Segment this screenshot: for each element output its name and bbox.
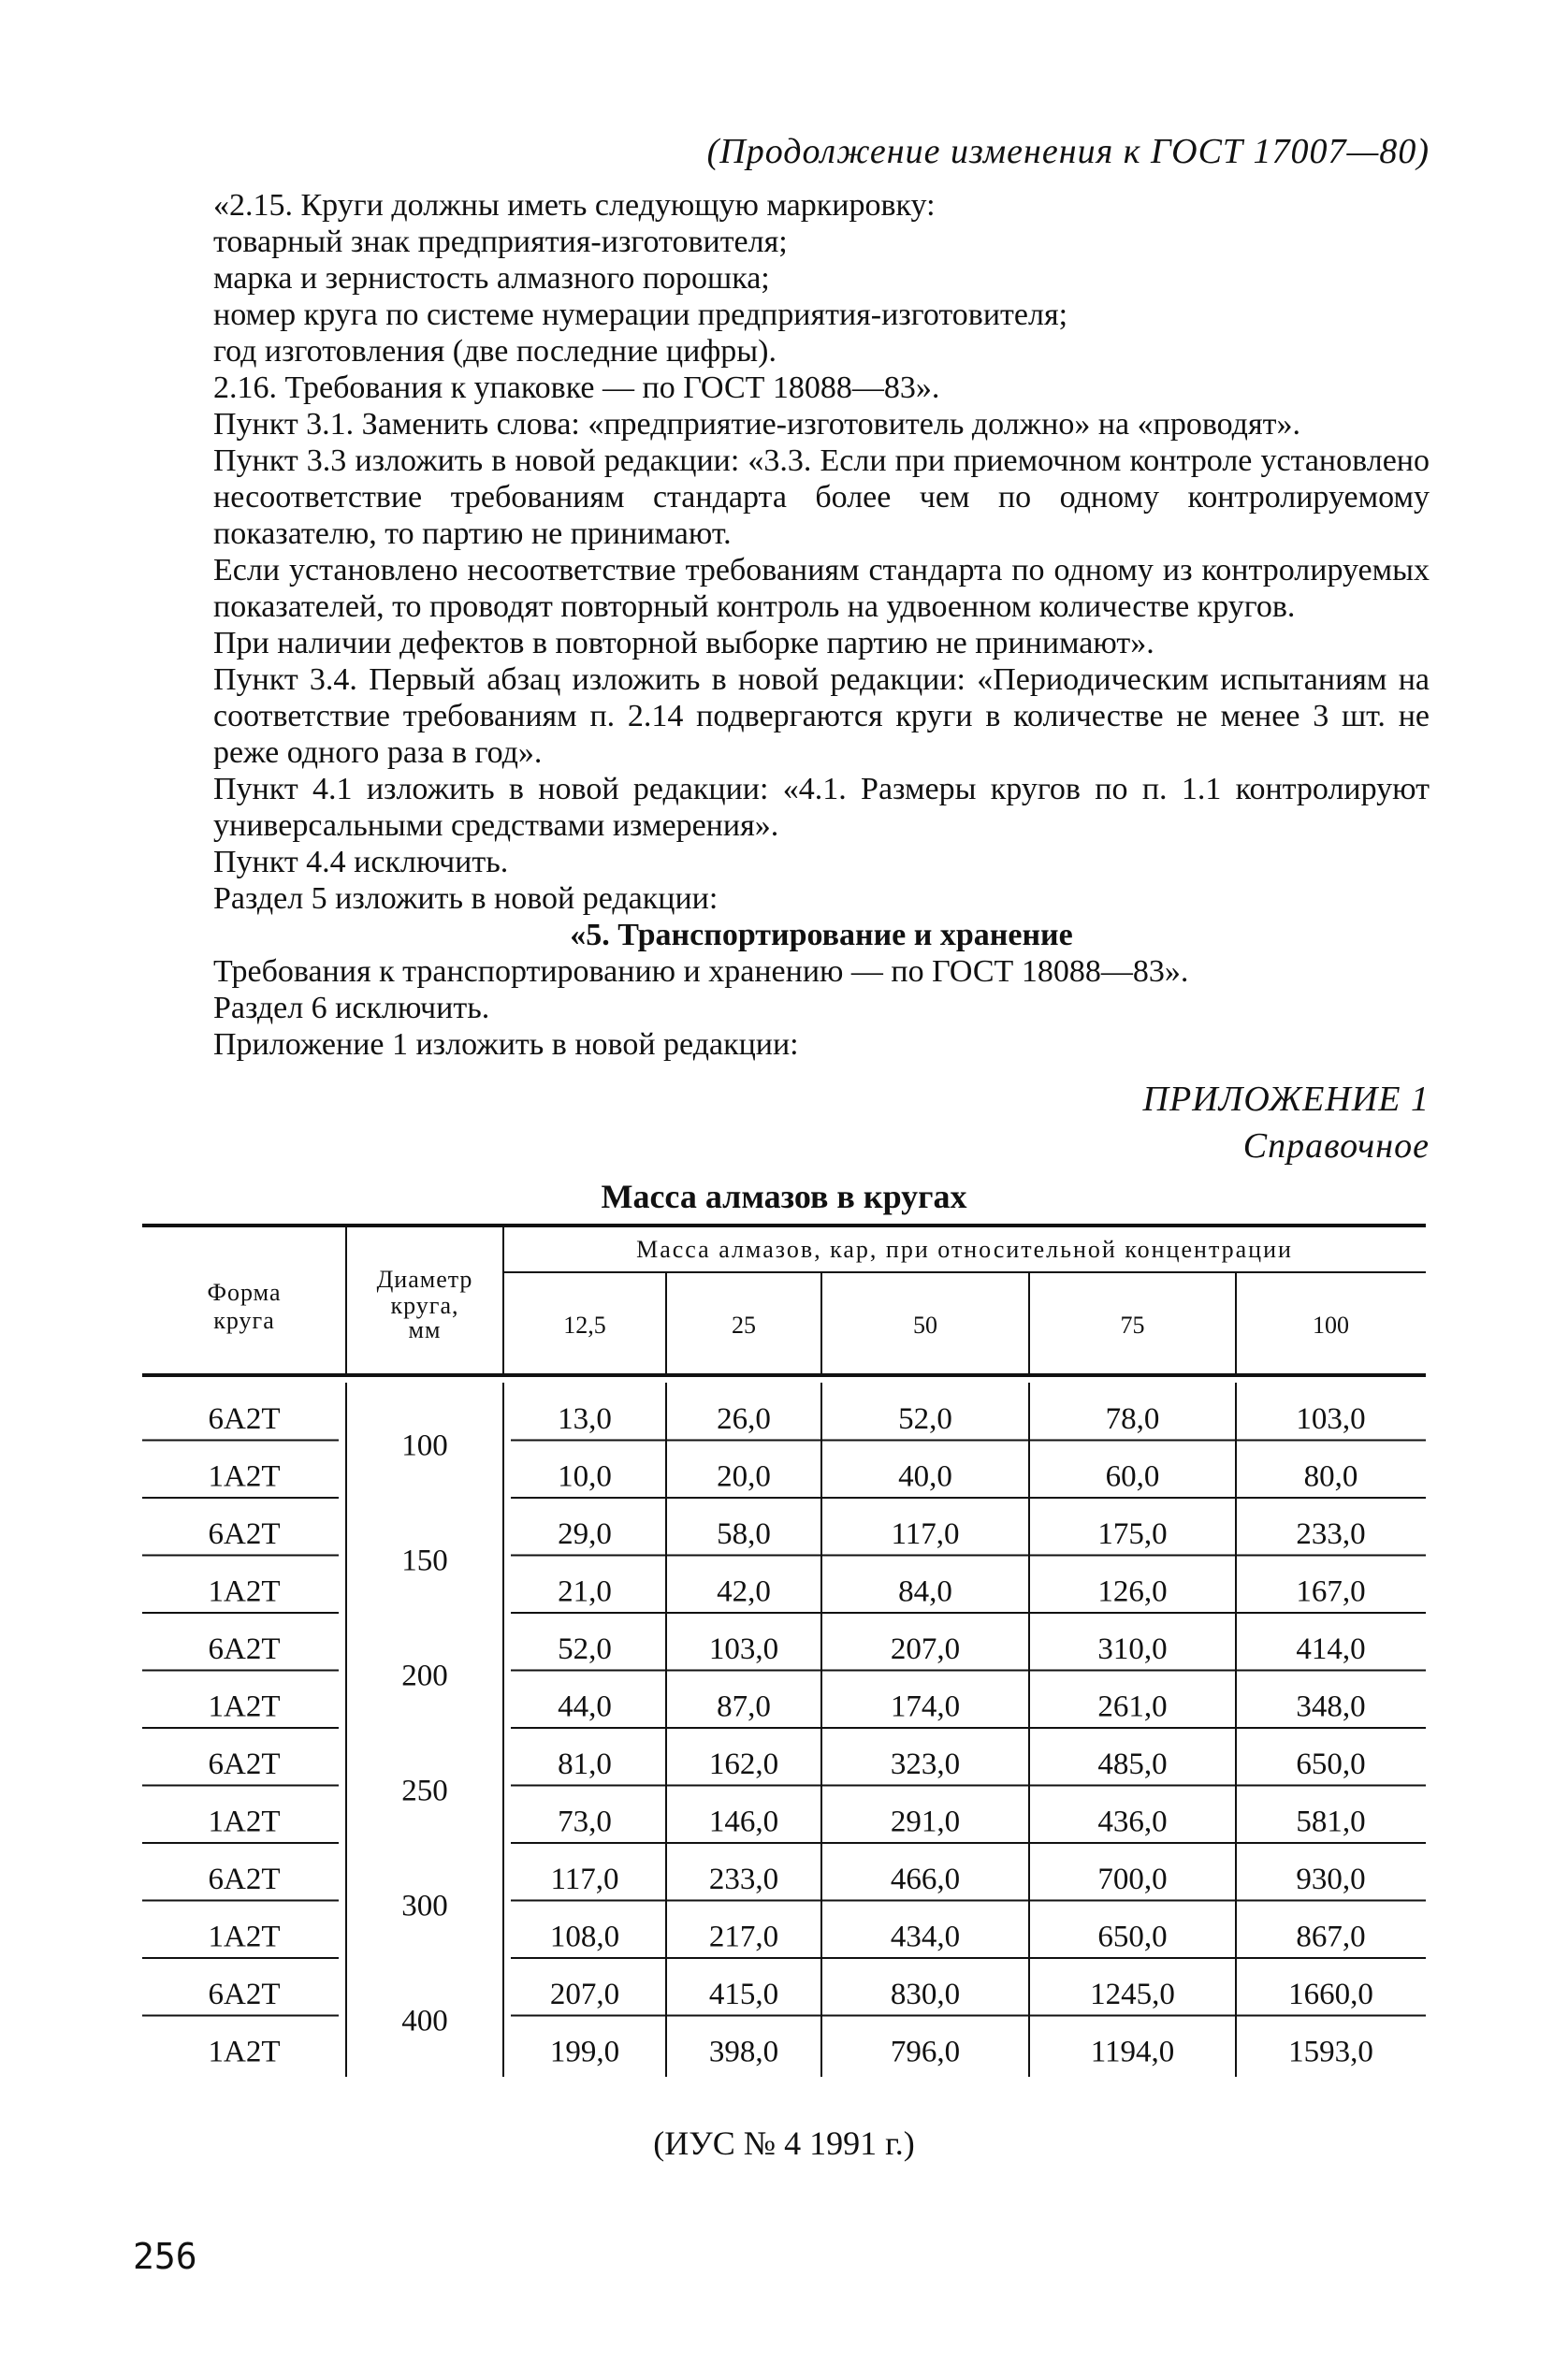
table-grid — [142, 1216, 1426, 2096]
row-value: 78,0 — [1105, 1402, 1160, 1436]
paragraph: 2.16. Требования к упаковке — по ГОСТ 18088—83». — [213, 370, 940, 405]
appendix-title: ПРИЛОЖЕНИЕ 1 — [1142, 1080, 1430, 1119]
row-value: 233,0 — [708, 1863, 779, 1896]
row-value: 415,0 — [708, 1978, 779, 2011]
row-value: 175,0 — [1097, 1517, 1168, 1551]
row-value: 174,0 — [890, 1690, 961, 1724]
row-form: 1A2T — [208, 2035, 281, 2069]
header-form: круга — [213, 1307, 275, 1334]
footer-note: (ИУС № 4 1991 г.) — [653, 2125, 915, 2162]
row-value: 207,0 — [890, 1632, 961, 1666]
row-value: 323,0 — [890, 1748, 961, 1781]
row-value: 291,0 — [890, 1805, 961, 1839]
header-diameter: Диаметр — [376, 1266, 473, 1293]
row-form: 6A2T — [208, 1517, 281, 1551]
row-value: 310,0 — [1097, 1632, 1168, 1666]
row-form: 6A2T — [208, 1863, 281, 1896]
row-value: 466,0 — [890, 1863, 961, 1896]
row-value: 103,0 — [708, 1632, 779, 1666]
row-value: 10,0 — [558, 1459, 612, 1494]
header-concentration: 12,5 — [563, 1312, 606, 1339]
row-value: 13,0 — [558, 1402, 612, 1436]
row-value: 930,0 — [1296, 1863, 1366, 1896]
row-diameter: 150 — [401, 1544, 448, 1578]
paragraph: Пункт 4.1 изложить в новой редакции: «4.1. Размеры кругов по п. 1.1 контролируют универсальными средствами измерения». — [213, 772, 1430, 843]
paragraph: номер круга по системе нумерации предприятия-изготовителя; — [213, 297, 1068, 332]
row-form: 6A2T — [208, 1748, 281, 1781]
header-concentration: 75 — [1120, 1312, 1145, 1339]
paragraph: Пункт 3.1. Заменить слова: «предприятие-изготовитель должно» на «проводят». — [213, 407, 1300, 442]
paragraph: товарный знак предприятия-изготовителя; — [213, 225, 788, 259]
row-value: 81,0 — [558, 1748, 612, 1781]
row-value: 199,0 — [549, 2035, 620, 2069]
row-form: 6A2T — [208, 1402, 281, 1436]
row-value: 162,0 — [708, 1748, 779, 1781]
header-concentration: 50 — [913, 1312, 937, 1339]
header-form: Форма — [207, 1279, 282, 1306]
row-value: 398,0 — [708, 2035, 779, 2069]
row-value: 60,0 — [1105, 1459, 1160, 1494]
row-value: 581,0 — [1296, 1805, 1366, 1839]
row-value: 434,0 — [890, 1920, 961, 1954]
table-title: Масса алмазов в кругах — [601, 1178, 967, 1215]
amendment-text — [213, 187, 1430, 1063]
paragraph: «2.15. Круги должны иметь следующую маркировку: — [213, 188, 936, 223]
row-value: 436,0 — [1097, 1805, 1168, 1839]
row-value: 207,0 — [549, 1978, 620, 2011]
row-value: 103,0 — [1296, 1402, 1366, 1436]
paragraph: год изготовления (две последние цифры). — [213, 334, 777, 369]
row-form: 1A2T — [208, 1574, 281, 1609]
row-value: 73,0 — [558, 1805, 612, 1839]
row-value: 20,0 — [717, 1459, 771, 1494]
row-value: 108,0 — [549, 1920, 620, 1954]
diamond-mass-table — [142, 1216, 1426, 2100]
row-diameter: 100 — [401, 1429, 448, 1463]
row-diameter: 400 — [401, 2004, 448, 2038]
row-value: 52,0 — [558, 1632, 612, 1666]
row-value: 348,0 — [1296, 1690, 1366, 1724]
row-value: 42,0 — [717, 1574, 771, 1609]
paragraph: Раздел 5 изложить в новой редакции: — [213, 881, 719, 916]
section-heading: «5. Транспортирование и хранение — [570, 918, 1073, 952]
row-form: 1A2T — [208, 1690, 281, 1724]
row-value: 650,0 — [1296, 1748, 1366, 1781]
header-concentration: 25 — [732, 1312, 756, 1339]
row-value: 1194,0 — [1090, 2035, 1175, 2069]
row-value: 1660,0 — [1288, 1978, 1373, 2011]
row-value: 58,0 — [717, 1517, 771, 1551]
row-value: 261,0 — [1097, 1690, 1168, 1724]
page-number: 256 — [133, 2236, 197, 2277]
row-form: 1A2T — [208, 1459, 281, 1494]
row-value: 167,0 — [1296, 1574, 1366, 1609]
row-value: 414,0 — [1296, 1632, 1366, 1666]
row-value: 21,0 — [558, 1574, 612, 1609]
header-diameter: круга, — [390, 1292, 459, 1319]
row-value: 867,0 — [1296, 1920, 1366, 1954]
row-value: 796,0 — [890, 2035, 961, 2069]
row-value: 233,0 — [1296, 1517, 1366, 1551]
row-value: 117,0 — [550, 1863, 619, 1896]
row-diameter: 300 — [401, 1889, 448, 1923]
row-value: 52,0 — [898, 1402, 952, 1436]
row-form: 1A2T — [208, 1805, 281, 1839]
page-header: (Продолжение изменения к ГОСТ 17007—80) — [706, 132, 1430, 171]
row-value: 84,0 — [898, 1574, 952, 1609]
paragraph: Требования к транспортированию и хранению — по ГОСТ 18088—83». — [213, 954, 1189, 989]
header-diameter: мм — [408, 1316, 442, 1343]
row-value: 650,0 — [1097, 1920, 1168, 1954]
paragraph: Пункт 3.3 изложить в новой редакции: «3.3. Если при приемочном контроле установлено несоответствие требованиям стандарта более чем по одному контролируемому показателю, то партию не принимают. — [213, 443, 1430, 551]
row-value: 1245,0 — [1090, 1978, 1175, 2011]
row-value: 830,0 — [890, 1978, 961, 2011]
row-value: 117,0 — [891, 1517, 960, 1551]
row-value: 40,0 — [898, 1459, 952, 1494]
paragraph: Раздел 6 исключить. — [213, 991, 490, 1025]
appendix-subtitle: Справочное — [1242, 1126, 1430, 1166]
row-value: 146,0 — [708, 1805, 779, 1839]
appendix-label — [1143, 1076, 1430, 1169]
paragraph: Пункт 3.4. Первый абзац изложить в новой редакции: «Периодическим испытаниям на соответствие требованиям п. 2.14 подвергаются круги в количестве не менее 3 шт. не реже одного раза в год». — [213, 662, 1430, 770]
row-diameter: 250 — [401, 1774, 448, 1808]
paragraph: Если установлено несоответствие требованиям стандарта по одному из контролируемых показателей, то проводят повторный контроль на удвоенном количестве кругов. — [213, 553, 1430, 624]
row-value: 217,0 — [708, 1920, 779, 1954]
row-form: 1A2T — [208, 1920, 281, 1954]
row-value: 29,0 — [558, 1517, 612, 1551]
row-value: 80,0 — [1303, 1459, 1358, 1494]
paragraph: Приложение 1 изложить в новой редакции: — [213, 1027, 799, 1062]
row-value: 1593,0 — [1288, 2035, 1373, 2069]
row-value: 700,0 — [1097, 1863, 1168, 1896]
row-value: 87,0 — [717, 1690, 771, 1724]
row-value: 44,0 — [558, 1690, 612, 1724]
paragraph: Пункт 4.4 исключить. — [213, 845, 509, 879]
paragraph: При наличии дефектов в повторной выборке партию не принимают». — [213, 626, 1154, 660]
row-value: 126,0 — [1097, 1574, 1168, 1609]
row-value: 485,0 — [1097, 1748, 1168, 1781]
row-diameter: 200 — [401, 1659, 448, 1693]
row-form: 6A2T — [208, 1978, 281, 2011]
row-form: 6A2T — [208, 1632, 281, 1666]
paragraph: марка и зернистость алмазного порошка; — [213, 261, 770, 296]
header-group: Масса алмазов, кар, при относительной концентрации — [636, 1236, 1293, 1263]
row-value: 26,0 — [717, 1402, 771, 1436]
header-concentration: 100 — [1313, 1312, 1349, 1339]
